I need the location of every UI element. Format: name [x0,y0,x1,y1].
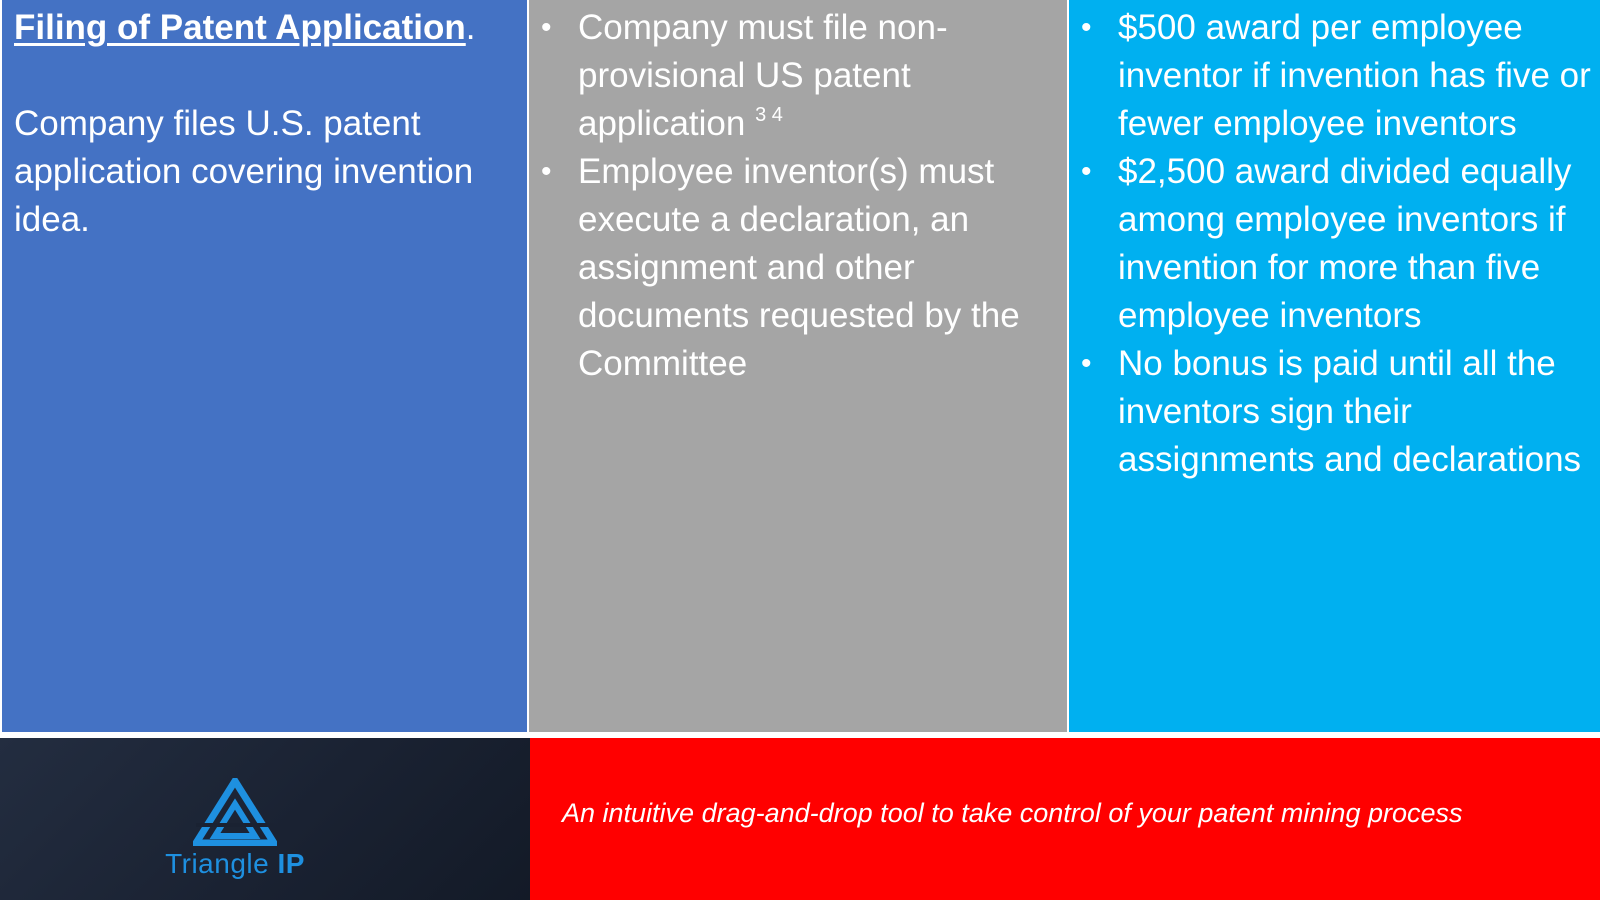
brand-name [150,848,320,880]
award-text: $500 award per employee inventor if invention has five or fewer employee inventors [1118,8,1591,143]
awards-list [1081,4,1592,484]
stage-description: Company files U.S. patent application covering invention idea. [14,104,474,239]
stage-title-line [14,4,515,52]
award-item [1081,340,1592,484]
triangle-logo-icon [193,778,277,846]
award-item [1081,4,1592,148]
stage-column [2,0,527,732]
footnote-superscript: 3 4 [755,104,783,126]
requirement-text: Company must file non-provisional US patent application [578,8,948,143]
brand-logo [150,778,320,880]
stage-title-suffix: . [465,8,476,47]
bullet-icon: • [1081,11,1092,44]
requirement-item [541,4,1055,148]
bullet-icon: • [541,155,552,188]
requirement-item [541,148,1055,388]
brand-name-regular: Triangle [165,848,278,879]
award-text: $2,500 award divided equally among employee inventors if invention for more than five employee inventors [1118,152,1572,335]
requirement-text: Employee inventor(s) must execute a declaration, an assignment and other documents requested by the Committee [578,152,1020,383]
tagline: An intuitive drag-and-drop tool to take control of your patent mining process [562,798,1463,828]
award-item [1081,148,1592,340]
brand-name-bold: IP [277,848,305,879]
bullet-icon: • [1081,155,1092,188]
bullet-icon: • [1081,347,1092,380]
footer-banner [0,738,1600,900]
award-text: No bonus is paid until all the inventors sign their assignments and declarations [1118,344,1582,479]
requirements-column [529,0,1067,732]
brand-panel [0,738,530,900]
stage-title: Filing of Patent Application [14,8,466,47]
requirements-list [541,4,1055,388]
bullet-icon: • [541,11,552,44]
awards-column [1069,0,1600,732]
tagline-panel [530,738,1600,900]
